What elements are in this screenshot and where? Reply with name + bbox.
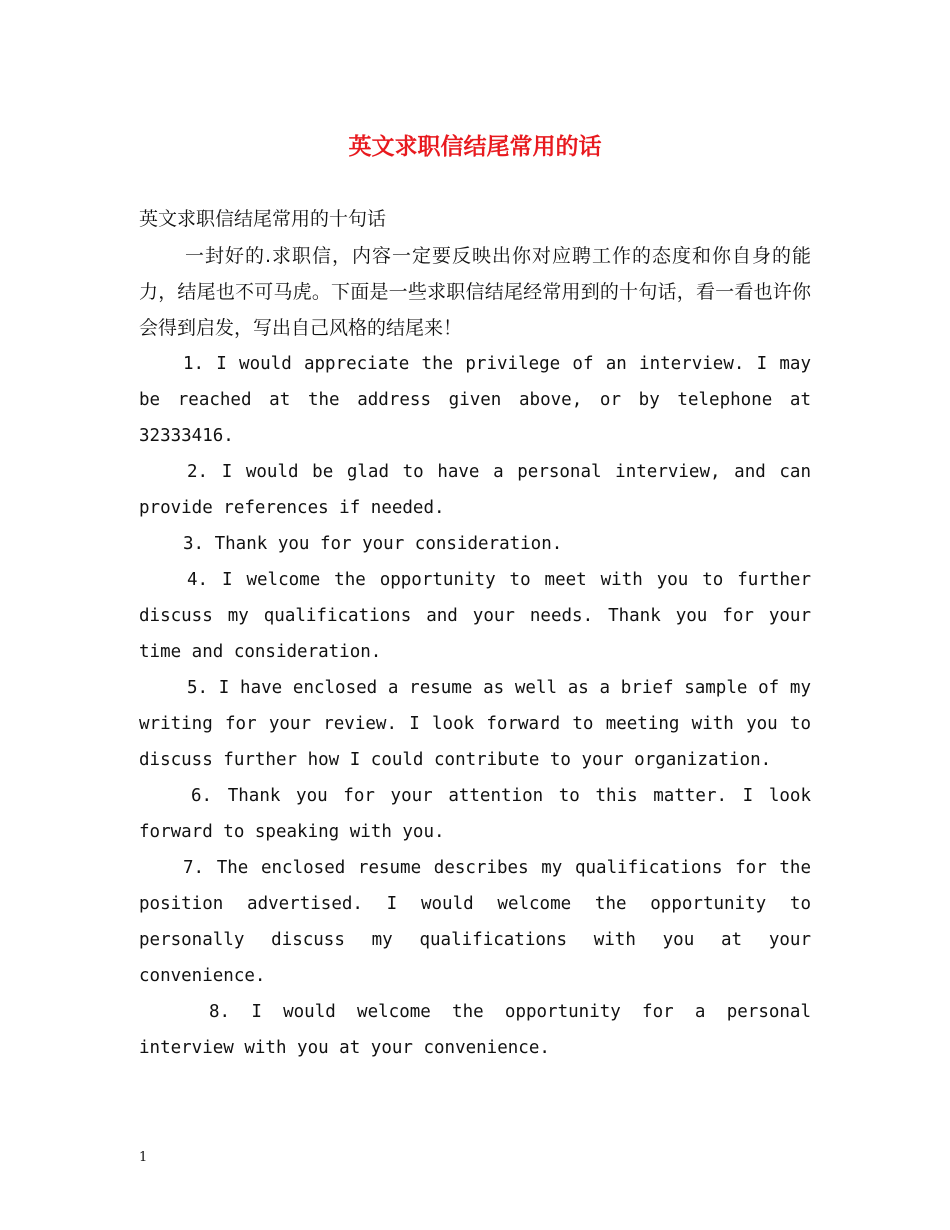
list-item: 7. The enclosed resume describes my qualifications for the position advertised. I would welcome the opportunity to personally discuss my qualifications with you at your convenience. bbox=[139, 858, 811, 986]
list-item: 1. I would appreciate the privilege of an interview. I may be reached at the address given above, or by telephone at 32333416. bbox=[139, 354, 811, 446]
list-item: 2. I would be glad to have a personal interview, and can provide references if needed. bbox=[139, 462, 811, 518]
intro-paragraph: 一封好的.求职信，内容一定要反映出你对应聘工作的态度和你自身的能力，结尾也不可马虎。下面是一些求职信结尾经常用到的十句话，看一看也许你会得到启发，写出自己风格的结尾来！ bbox=[139, 245, 811, 339]
list-item: 5. I have enclosed a resume as well as a brief sample of my writing for your review. I look forward to meeting with you to discuss further how I could contribute to your organization. bbox=[139, 678, 811, 770]
page-number: 1 bbox=[139, 1150, 148, 1165]
list-item: 3. Thank you for your consideration. bbox=[183, 534, 563, 554]
document-subtitle: 英文求职信结尾常用的十句话 bbox=[139, 208, 387, 230]
list-item: 6. Thank you for your attention to this matter. I look forward to speaking with you. bbox=[139, 786, 811, 842]
document-body bbox=[139, 201, 811, 1066]
document-title: 英文求职信结尾常用的话 bbox=[348, 133, 602, 160]
list-item: 8. I would welcome the opportunity for a personal interview with you at your convenience. bbox=[139, 1002, 811, 1058]
list-item: 4. I welcome the opportunity to meet with you to further discuss my qualifications and your needs. Thank you for your time and consideration. bbox=[139, 570, 811, 662]
